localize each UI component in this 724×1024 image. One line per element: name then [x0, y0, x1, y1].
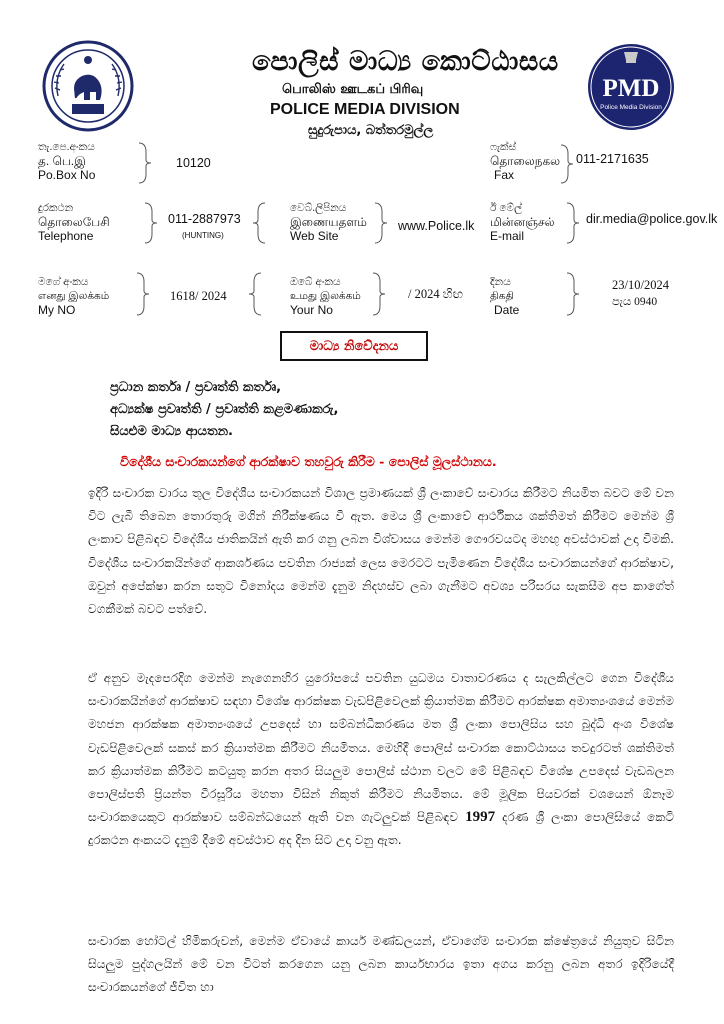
pmd-logo	[586, 42, 676, 132]
my-no-brace	[136, 272, 150, 316]
fax-value: 011-2171635	[576, 152, 649, 166]
telephone-note: (HUNTING)	[182, 231, 224, 240]
short-phone-number: 1997	[465, 809, 496, 826]
website-value[interactable]: www.Police.lk	[398, 219, 475, 233]
subject-line: විදේශීය සංචාරකයන්ගේ ආරක්ෂාව තහවුරු කිරීම - පොලිස් මූලස්ථානය.	[120, 454, 497, 469]
date-value: 23/10/2024	[612, 278, 669, 292]
header-title-english: POLICE MEDIA DIVISION	[270, 101, 460, 118]
your-no-brace	[372, 272, 386, 316]
body-paragraph-1: ඉදිරි සංචාරක වාරය තුල විදේශීය සංචාරකයන් විශාල ප්‍රමාණයක් ශ්‍රී ලංකාවේ සංචාරය කිරීමට නියමිත බවට මේ වන විට ලැබී තිබෙන තොරතුරු මගින් නිරීක්ෂණය වී ඇත. මෙය ශ්‍රී ලංකාවේ ආර්ථිකය ශක්තිමත් කිරීමට මෙන්ම ශ්‍රී ලංකාව පිළිබඳව විදේශීය ජාතිකයින් ඇති කර ගනු ලබන විශ්වාසය මෙන්ම ගෞරවයටද මහඟු අවස්ථාවක් උදා වීමකි. විදේශීය සංචාරකයින්ගේ ආකර්ශණය පවතින රාජ්‍යක් ලෙස මෙරටට පැමිණෙන විදේශීය සංචාරකයන්ගේ ආරක්ෂාව, ඔවුන් අපේක්ෂා කරන සතුට විනෝදය මෙන්ම දැනුම නිදහස්ව ලබා ගැනීමට අවශ්‍ය පරිසරය සැකසීම අප කාගේත් වගකීමක් බවට පත්වේ.	[88, 486, 674, 617]
fax-brace	[560, 144, 574, 184]
body-paragraph-3: සංචාරක හෝටල් හිමිකරුවන්, මෙන්ම ඒවායේ කාර්ය මණ්ඩලයන්, ඒවාගේම සංචාරක ක්ෂේත්‍රයේ නියුතුව සිටින සියලුම පුද්ගලයින් මේ වන විටත් කරගෙන යනු ලබන කාර්යභාරය ඉතා අගය කරනු ලබන අතර ඉදිරියේදී සංචාරකයන්ගේ ජීවිත හා	[88, 934, 674, 995]
pobox-brace	[138, 142, 152, 184]
your-no-label: ඔබේ අංකය உமது இலக்கம் Your No	[290, 276, 361, 317]
my-no-brace-right	[248, 272, 262, 316]
pmd-logo-subtext: Police Media Division	[600, 104, 662, 111]
email-value[interactable]: dir.media@police.gov.lk	[586, 212, 718, 226]
telephone-label: දුරකථන தொலைபேசி Telephone	[38, 202, 110, 243]
header-title-tamil: பொலிஸ் ஊடகப் பிரிவு	[282, 82, 424, 97]
header-address: සුදුරුපාය, බත්තරමුල්ල	[308, 123, 434, 138]
date-brace	[566, 272, 580, 316]
header-title-sinhala: පොලිස් මාධ්‍ය කොට්ඨාසය	[252, 46, 559, 77]
telephone-value: 011-2887973	[168, 212, 241, 226]
date-label: දිනය திகதி Date	[490, 276, 520, 317]
police-emblem	[40, 38, 136, 134]
your-no-value: / 2024 හිඟ	[408, 287, 464, 301]
pobox-label: තැ.පෙ.අංකය த. பெ.இ Po.Box No	[38, 141, 96, 182]
paragraph-2-text-a: ඒ අනුව මැදපෙරදිග මෙන්ම නැගෙනහිර යුරෝපයේ පවතින යුධමය වාතාවරණය ද සැලකිල්ලට ගෙන විදේශීය සංචාරකයින්ගේ ආරක්ෂාව සඳහා විශේෂ ආරක්ෂක වැඩපිළිවෙලක් ක්‍රියාත්මක කිරීමට ආරක්ෂක අමාත්‍යංශයේ මෙන්ම මහජන ආරක්ෂක අමාත්‍යංශයේ උපදෙස් හා සම්බන්ධීකරණය මත ශ්‍රී ලංකා පොලිසිය සහ බුද්ධි අංශ විශේෂ වැඩපිළිවෙලක් සකස් කර ක්‍රියාත්මක කිරීමට නියමිතය. මෙහිදී පොලිස් සංචාරක කොට්ඨාසය තවදුරටත් ශක්තිමත් කර ක්‍රියාත්මක කිරීමට කටයුතු කරන අතර සියලුම පොලිස් ස්ථාන වලට මේ පිළිබඳව විශේෂ උපදෙස් වැඩබලන පොලිස්පති ප්‍රියන්ත වීරසූරිය මහතා විසින් නිකුත් කිරීමට නියමිතය. මේ මූලික පියවරක් වශයෙන් ඕනෑම සංචාරකයෙකුට ආරක්ෂාව සම්බන්ධයෙන් ඇති වන ගැටලුවක් පිළිබඳව	[88, 671, 674, 825]
addressee-line: සියළුම මාධ්‍ය ආයතන.	[110, 424, 233, 439]
addressee-line: ප්‍රධාන කර්තෘ / ප්‍රවෘත්ති කර්තෘ,	[110, 380, 282, 395]
my-no-label: මගේ අංකය எனது இலக்கம் My NO	[38, 276, 110, 317]
my-no-value: 1618/ 2024	[170, 289, 227, 303]
paragraph-2-text-b: දරණ ශ්‍රී ලංකා පොලිසියේ කෙටි දුරකථන අංකයට දැනුම් දීමේ අවස්ථාව අද දින සිට උදා වනු ඇත.	[88, 810, 674, 848]
website-brace	[374, 202, 388, 244]
pobox-value: 10120	[176, 156, 211, 170]
telephone-brace-right	[252, 202, 266, 244]
telephone-brace	[144, 202, 158, 244]
fax-label: ෆැක්ස් தொலைநகல Fax	[490, 141, 561, 182]
body-paragraph-2	[88, 667, 674, 853]
pmd-logo-text: PMD	[602, 75, 660, 102]
media-notice-title: මාධ්‍ය නිවේදනය	[280, 331, 428, 361]
date-time: පැය 0940	[612, 296, 658, 308]
email-label: ඊ මේල් மின்னஞ்சல் E-mail	[490, 202, 555, 243]
addressee-line: අධ්‍යක්ෂ ප්‍රවෘත්ති / ප්‍රවෘත්ති කළමණාකරු,	[110, 402, 339, 417]
website-label: වෙබ්.ලිපිනය இணையதளம் Web Site	[290, 202, 367, 243]
addressee-block	[110, 377, 338, 443]
email-brace	[566, 202, 580, 244]
